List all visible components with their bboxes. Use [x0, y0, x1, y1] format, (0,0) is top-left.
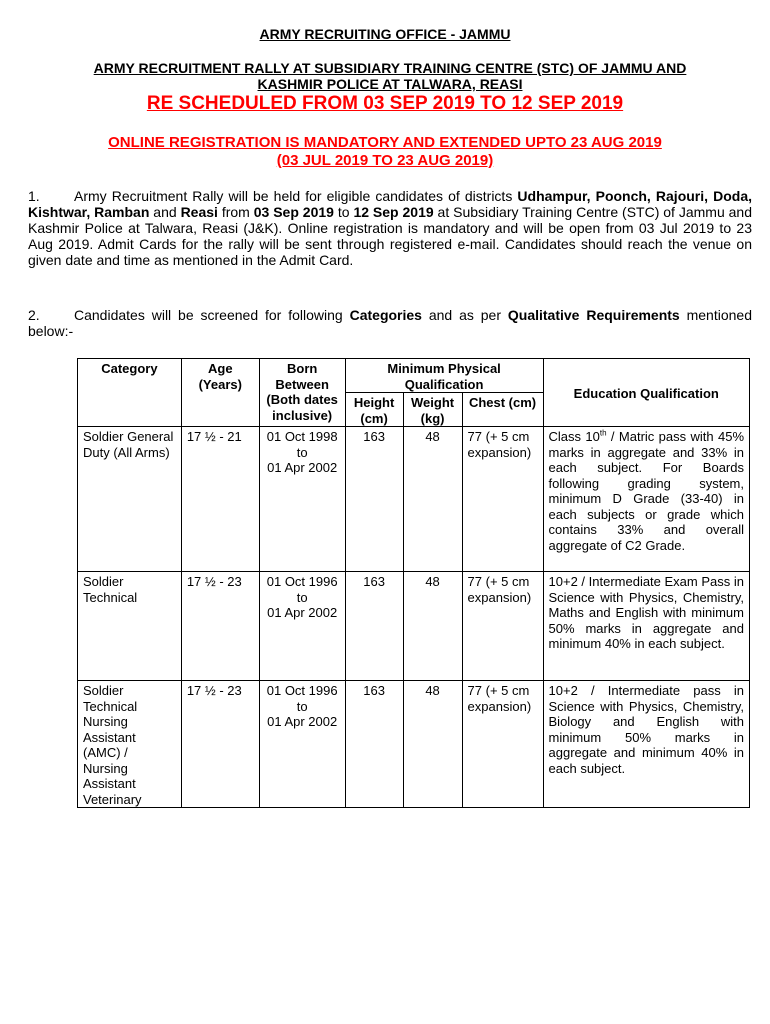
header-height: Height (cm): [345, 393, 403, 427]
cell-born: [259, 572, 345, 681]
cell-born: [259, 681, 345, 808]
paragraph-number: 2.: [28, 307, 40, 323]
table-row: [78, 681, 750, 808]
cell-height: 163: [345, 681, 403, 808]
para1-text: at Subsidiary Training Centre (STC) of Jammu and Kashmir Police at Talwara, Reasi (J&K). Online registration is mandatory and will be open from 03 Jul 2019 to 23 Aug 2019. Admit Cards for the rally will be sent through registered e-mail. Candidates should reach the venue on given date and time as mentioned in the Admit Card.: [28, 204, 752, 268]
edu-text: / Matric pass with 45% marks in aggregate and 33% in each subject. For Boards following grading system, minimum D Grade (33-40) in each subjects or grade which contains 33% and overall aggregate of C2 Grade.: [548, 429, 745, 553]
born-to: 01 Apr 2002: [267, 460, 338, 475]
cell-category: Soldier Technical: [78, 572, 182, 681]
edu-text: Class 10: [548, 429, 600, 444]
para1-text: from: [217, 204, 254, 220]
cell-category: Soldier General Duty (All Arms): [78, 427, 182, 572]
rally-date-to: 12 Sep 2019: [353, 204, 434, 220]
rally-date-from: 03 Sep 2019: [253, 204, 334, 220]
registration-line2: (03 JUL 2019 TO 23 AUG 2019): [276, 152, 494, 169]
cell-education: 10+2 / Intermediate pass in Science with Physics, Chemistry, Biology and English with minimum 50% marks in aggregate and minimum 40% in each subject.: [543, 681, 749, 808]
born-to-word: to: [296, 698, 308, 714]
rally-title-line1: ARMY RECRUITMENT RALLY AT SUBSIDIARY TRAINING CENTRE (STC) OF JAMMU AND: [93, 60, 687, 76]
cell-age: 17 ½ - 21: [181, 427, 259, 572]
cell-height: 163: [345, 427, 403, 572]
requirements-table: [77, 358, 750, 808]
district-last: Reasi: [180, 204, 218, 220]
header-born-between: Born Between (Both dates inclusive): [259, 359, 345, 427]
table-row: [78, 427, 750, 572]
paragraph-1: [28, 188, 752, 268]
born-to-word: to: [296, 444, 308, 460]
registration-line1: ONLINE REGISTRATION IS MANDATORY AND EXTENDED UPTO 23 AUG 2019: [108, 134, 662, 151]
table-header-row: [78, 359, 750, 393]
born-to: 01 Apr 2002: [267, 605, 338, 620]
born-from: 01 Oct 1996: [266, 574, 338, 589]
rescheduled-notice: RE SCHEDULED FROM 03 SEP 2019 TO 12 SEP 2019: [146, 93, 624, 114]
cell-education: [543, 427, 749, 572]
rally-title: [40, 60, 740, 92]
para1-text: Army Recruitment Rally will be held for eligible candidates of districts: [74, 188, 518, 204]
cell-height: 163: [345, 572, 403, 681]
categories-term: Categories: [349, 307, 422, 323]
para1-text: and: [149, 204, 181, 220]
para2-text: Candidates will be screened for following: [74, 307, 350, 323]
para2-text: and as per: [421, 307, 508, 323]
born-from: 01 Oct 1998: [266, 429, 338, 444]
para2-text: mentioned below:-: [28, 307, 752, 339]
cell-weight: 48: [403, 427, 462, 572]
born-to: 01 Apr 2002: [267, 714, 338, 729]
cell-age: 17 ½ - 23: [181, 681, 259, 808]
office-title: ARMY RECRUITING OFFICE - JAMMU: [259, 26, 511, 42]
cell-education: 10+2 / Intermediate Exam Pass in Science with Physics, Chemistry, Maths and English with minimum 50% marks in aggregate and minimum 40% in each subject.: [543, 572, 749, 681]
table-row: [78, 572, 750, 681]
born-from: 01 Oct 1996: [266, 683, 338, 698]
cell-chest: 77 (+ 5 cm expansion): [462, 427, 543, 572]
header-category: Category: [78, 359, 182, 427]
born-to-word: to: [296, 589, 308, 605]
header-weight: Weight (kg): [403, 393, 462, 427]
district-list: Udhampur, Poonch, Rajouri, Doda, Kishtwar, Ramban: [28, 188, 752, 220]
cell-chest: 77 (+ 5 cm expansion): [462, 681, 543, 808]
header-age: Age (Years): [181, 359, 259, 427]
para1-text: to: [333, 204, 354, 220]
qualitative-term: Qualitative Requirements: [507, 307, 680, 323]
cell-age: 17 ½ - 23: [181, 572, 259, 681]
paragraph-number: 1.: [28, 188, 40, 204]
cell-category: Soldier Technical Nursing Assistant (AMC) / Nursing Assistant Veterinary: [78, 681, 182, 808]
edu-superscript: th: [599, 428, 607, 438]
paragraph-2: [28, 307, 752, 339]
header-min-physical: Minimum Physical Qualification: [345, 359, 543, 393]
registration-notice: [20, 134, 750, 170]
rally-title-line2: KASHMIR POLICE AT TALWARA, REASI: [257, 76, 523, 92]
cell-chest: 77 (+ 5 cm expansion): [462, 572, 543, 681]
cell-weight: 48: [403, 572, 462, 681]
header-chest: Chest (cm): [462, 393, 543, 427]
cell-weight: 48: [403, 681, 462, 808]
header-education: Education Qualification: [543, 359, 749, 427]
cell-born: [259, 427, 345, 572]
